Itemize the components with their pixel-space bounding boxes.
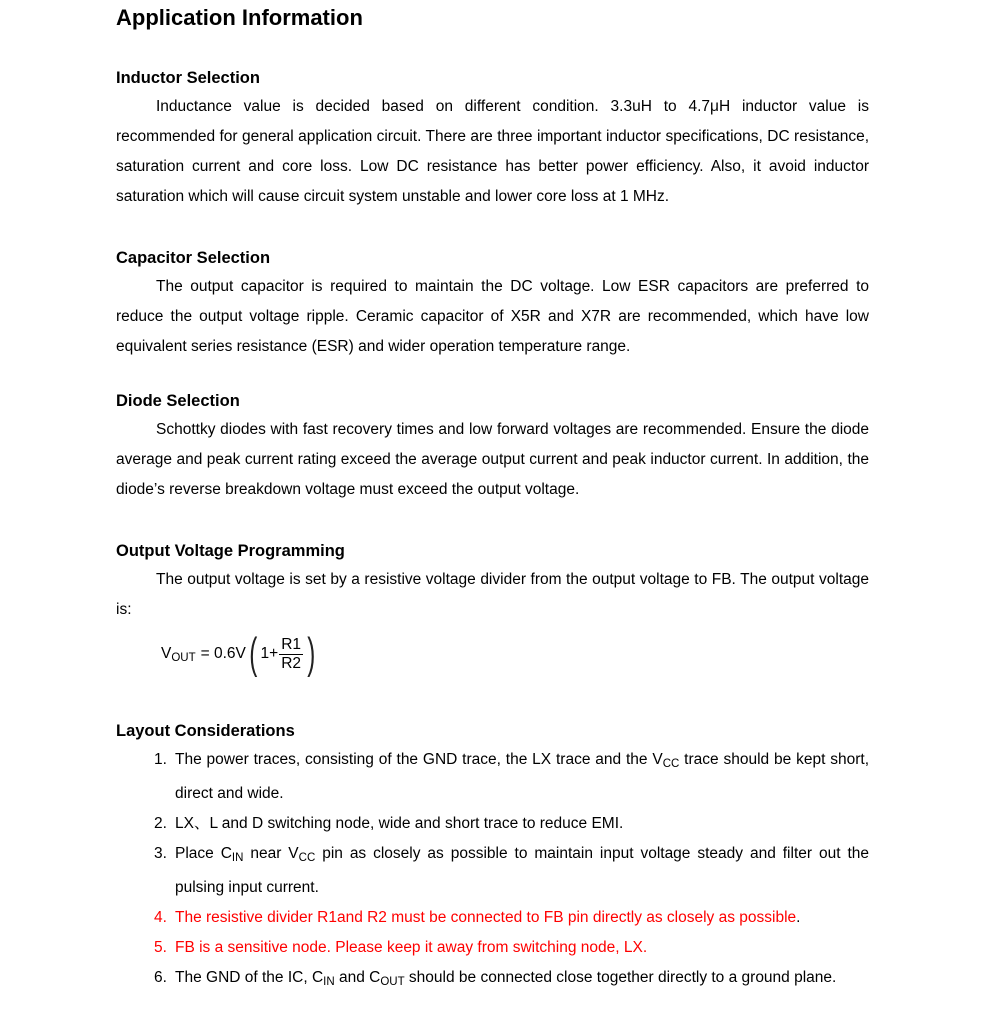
layout-considerations-list	[154, 745, 869, 997]
heading-diode-selection: Diode Selection	[116, 392, 240, 410]
list-item: 3. Place $C_{IN}$ near $V_{CC}$ pin as closely as possible to maintain input voltage steady and filter out the pulsing input current.	[154, 845, 869, 896]
formula-fraction	[279, 636, 303, 673]
paragraph-diode-selection: Schottky diodes with fast recovery times and low forward voltages are recommended. Ensure the diode average and peak current rating exceed the average output current and peak inductor current. In addition, the diode’s reverse breakdown voltage must exceed the output voltage.	[116, 421, 869, 498]
heading-inductor-selection: Inductor Selection	[116, 69, 260, 87]
list-item: 2. LX、L and D switching node, wide and short trace to reduce EMI.	[154, 815, 624, 832]
list-item: 6. The GND of the IC, $C_{IN}$ and $C_{OUT}$ should be connected close together directly to a ground plane.	[154, 969, 837, 988]
page-title: Application Information	[116, 5, 363, 30]
formula-numerator: R1	[281, 635, 302, 653]
list-item: 1. The power traces, consisting of the GND trace, the LX trace and the $V_{CC}$ trace should be kept short, direct and wide.	[154, 751, 869, 802]
formula-one-plus: 1+	[260, 645, 279, 662]
formula-denominator: R2	[281, 654, 302, 672]
formula-lhs: $V_{OUT}$	[161, 644, 196, 664]
paragraph-inductor-selection: Inductance value is decided based on different condition. 3.3uH to 4.7μH inductor value is recommended for general application circuit. There are three important inductor specifications, DC resistance, saturation current and core loss. Low DC resistance has better power efficiency. Also, it avoid inductor saturation which will cause circuit system unstable and lower core loss at 1 MHz.	[116, 98, 869, 205]
paragraph-output-voltage-programming: The output voltage is set by a resistive voltage divider from the output voltage to FB. The output voltage is:	[116, 571, 869, 618]
formula-open-paren: (	[249, 629, 258, 678]
heading-layout-considerations: Layout Considerations	[116, 722, 295, 740]
heading-capacitor-selection: Capacitor Selection	[116, 249, 271, 267]
formula-equals: = 0.6V	[200, 645, 246, 662]
formula-close-paren: )	[307, 629, 316, 678]
heading-output-voltage-programming: Output Voltage Programming	[116, 542, 345, 560]
vout-formula	[161, 628, 319, 680]
paragraph-capacitor-selection: The output capacitor is required to maintain the DC voltage. Low ESR capacitors are preferred to reduce the output voltage ripple. Ceramic capacitor of X5R and X7R are recommended, which have low equivalent series resistance (ESR) and wider operation temperature range.	[116, 278, 869, 355]
list-item-highlighted: 4. The resistive divider R1and R2 must be connected to FB pin directly as closely as possible.	[154, 909, 801, 926]
list-item-highlighted: 5. FB is a sensitive node. Please keep it away from switching node, LX.	[154, 939, 648, 956]
